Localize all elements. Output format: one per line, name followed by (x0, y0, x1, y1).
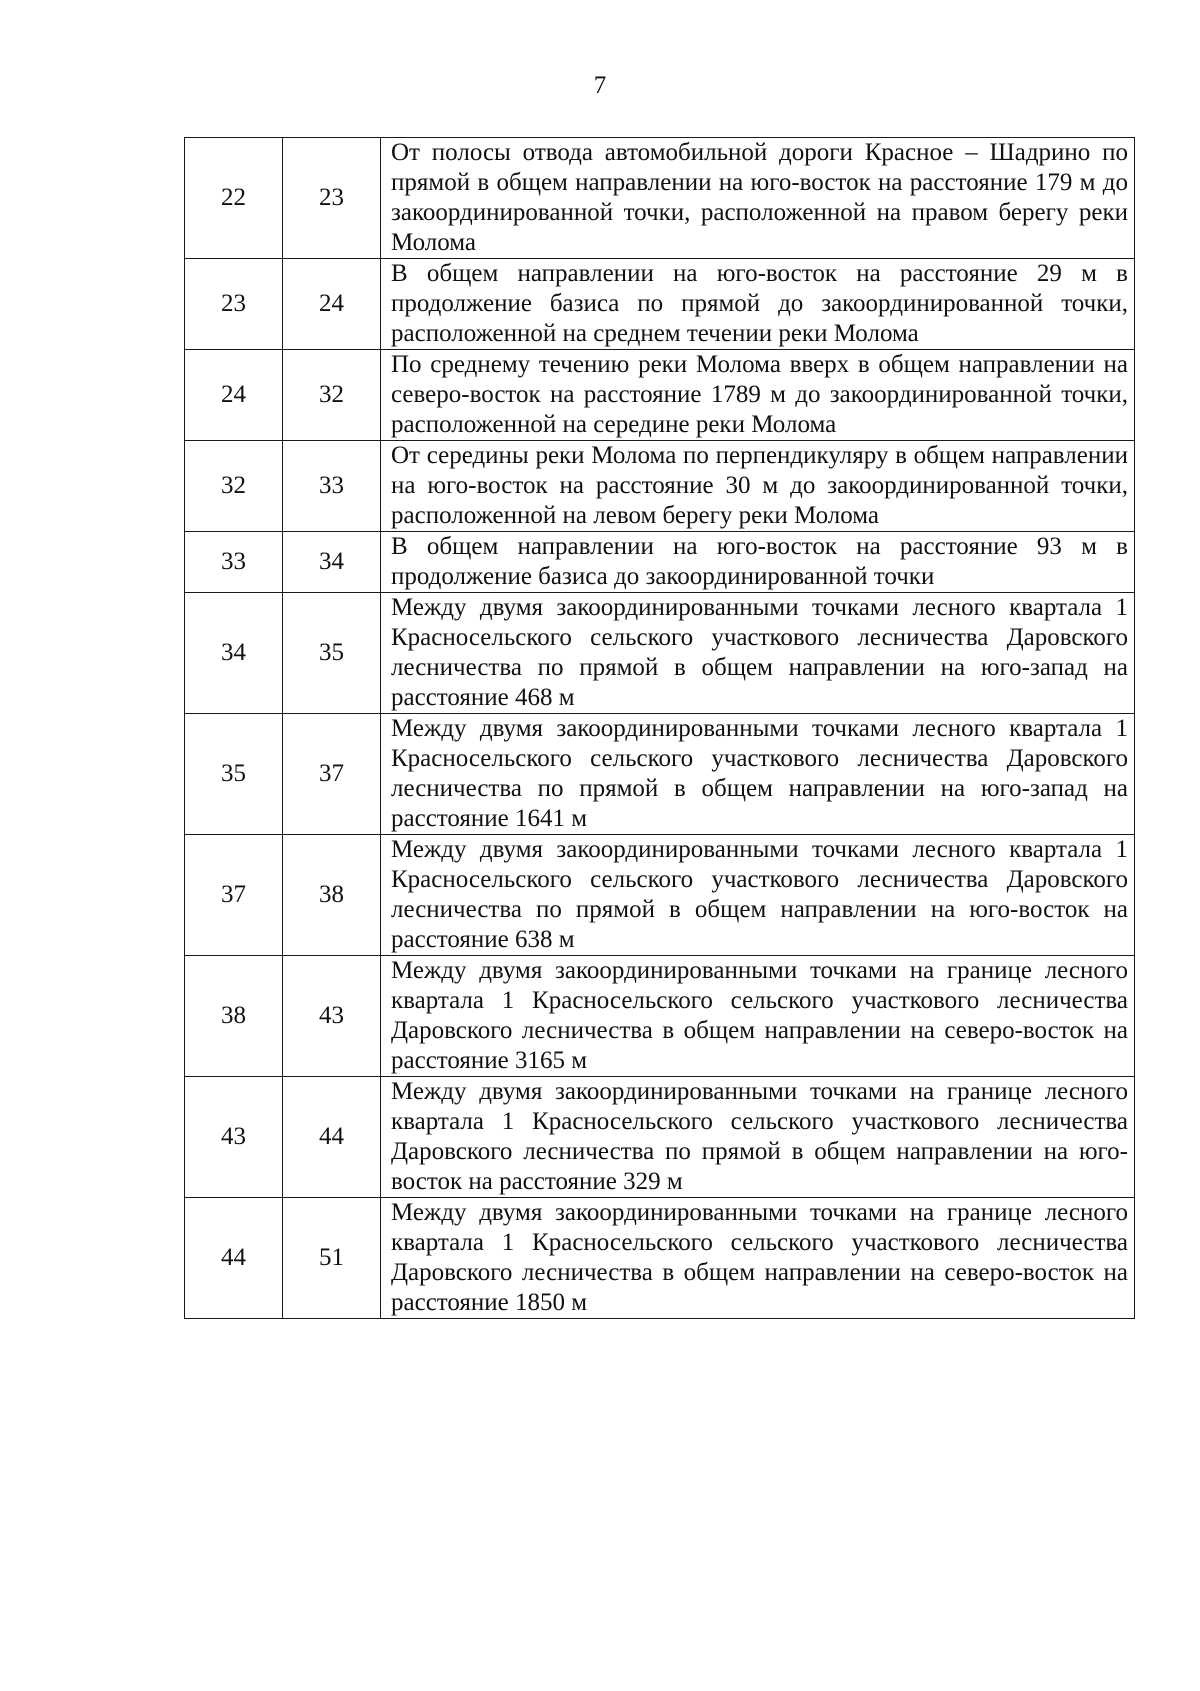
to-point-cell: 43 (283, 956, 381, 1077)
table-row (185, 956, 1135, 1077)
table-row (185, 441, 1135, 532)
table-row (185, 350, 1135, 441)
description-cell: В общем направлении на юго-восток на расстояние 29 м в продолжение базиса по прямой до закоординированной точки, расположенной на среднем течении реки Молома (381, 259, 1135, 350)
from-point-cell: 38 (185, 956, 283, 1077)
to-point-cell: 35 (283, 593, 381, 714)
page-number: 7 (593, 72, 607, 99)
from-point-cell: 44 (185, 1198, 283, 1319)
to-point-cell: 44 (283, 1077, 381, 1198)
table-row (185, 593, 1135, 714)
table-row (185, 714, 1135, 835)
table-row (185, 1077, 1135, 1198)
to-point-cell: 23 (283, 138, 381, 259)
to-point-cell: 34 (283, 532, 381, 593)
description-cell: В общем направлении на юго-восток на расстояние 93 м в продолжение базиса до закоординированной точки (381, 532, 1135, 593)
boundary-description-table (184, 137, 1135, 1319)
table-row (185, 138, 1135, 259)
description-cell: Между двумя закоординированными точками на границе лесного квартала 1 Красносельского сельского участкового лесничества Даровского лесничества в общем направлении на северо-восток на расстояние 1850 м (381, 1198, 1135, 1319)
to-point-cell: 33 (283, 441, 381, 532)
to-point-cell: 32 (283, 350, 381, 441)
to-point-cell: 37 (283, 714, 381, 835)
description-cell: Между двумя закоординированными точками лесного квартала 1 Красносельского сельского участкового лесничества Даровского лесничества по прямой в общем направлении на юго-запад на расстояние 1641 м (381, 714, 1135, 835)
from-point-cell: 22 (185, 138, 283, 259)
from-point-cell: 32 (185, 441, 283, 532)
description-cell: Между двумя закоординированными точками лесного квартала 1 Красносельского сельского участкового лесничества Даровского лесничества по прямой в общем направлении на юго-восток на расстояние 638 м (381, 835, 1135, 956)
table-row (185, 1198, 1135, 1319)
from-point-cell: 37 (185, 835, 283, 956)
table-row (185, 532, 1135, 593)
from-point-cell: 23 (185, 259, 283, 350)
description-cell: Между двумя закоординированными точками на границе лесного квартала 1 Красносельского сельского участкового лесничества Даровского лесничества в общем направлении на северо-восток на расстояние 3165 м (381, 956, 1135, 1077)
from-point-cell: 33 (185, 532, 283, 593)
description-cell: От середины реки Молома по перпендикуляру в общем направлении на юго-восток на расстояние 30 м до закоординированной точки, расположенной на левом берегу реки Молома (381, 441, 1135, 532)
to-point-cell: 51 (283, 1198, 381, 1319)
table-row (185, 259, 1135, 350)
description-cell: По среднему течению реки Молома вверх в общем направлении на северо-восток на расстояние 1789 м до закоординированной точки, расположенной на середине реки Молома (381, 350, 1135, 441)
to-point-cell: 38 (283, 835, 381, 956)
from-point-cell: 24 (185, 350, 283, 441)
from-point-cell: 35 (185, 714, 283, 835)
from-point-cell: 43 (185, 1077, 283, 1198)
from-point-cell: 34 (185, 593, 283, 714)
description-cell: Между двумя закоординированными точками лесного квартала 1 Красносельского сельского участкового лесничества Даровского лесничества по прямой в общем направлении на юго-запад на расстояние 468 м (381, 593, 1135, 714)
description-cell: Между двумя закоординированными точками на границе лесного квартала 1 Красносельского сельского участкового лесничества Даровского лесничества по прямой в общем направлении на юго-восток на расстояние 329 м (381, 1077, 1135, 1198)
description-cell: От полосы отвода автомобильной дороги Красное – Шадрино по прямой в общем направлении на юго-восток на расстояние 179 м до закоординированной точки, расположенной на правом берегу реки Молома (381, 138, 1135, 259)
table-row (185, 835, 1135, 956)
to-point-cell: 24 (283, 259, 381, 350)
